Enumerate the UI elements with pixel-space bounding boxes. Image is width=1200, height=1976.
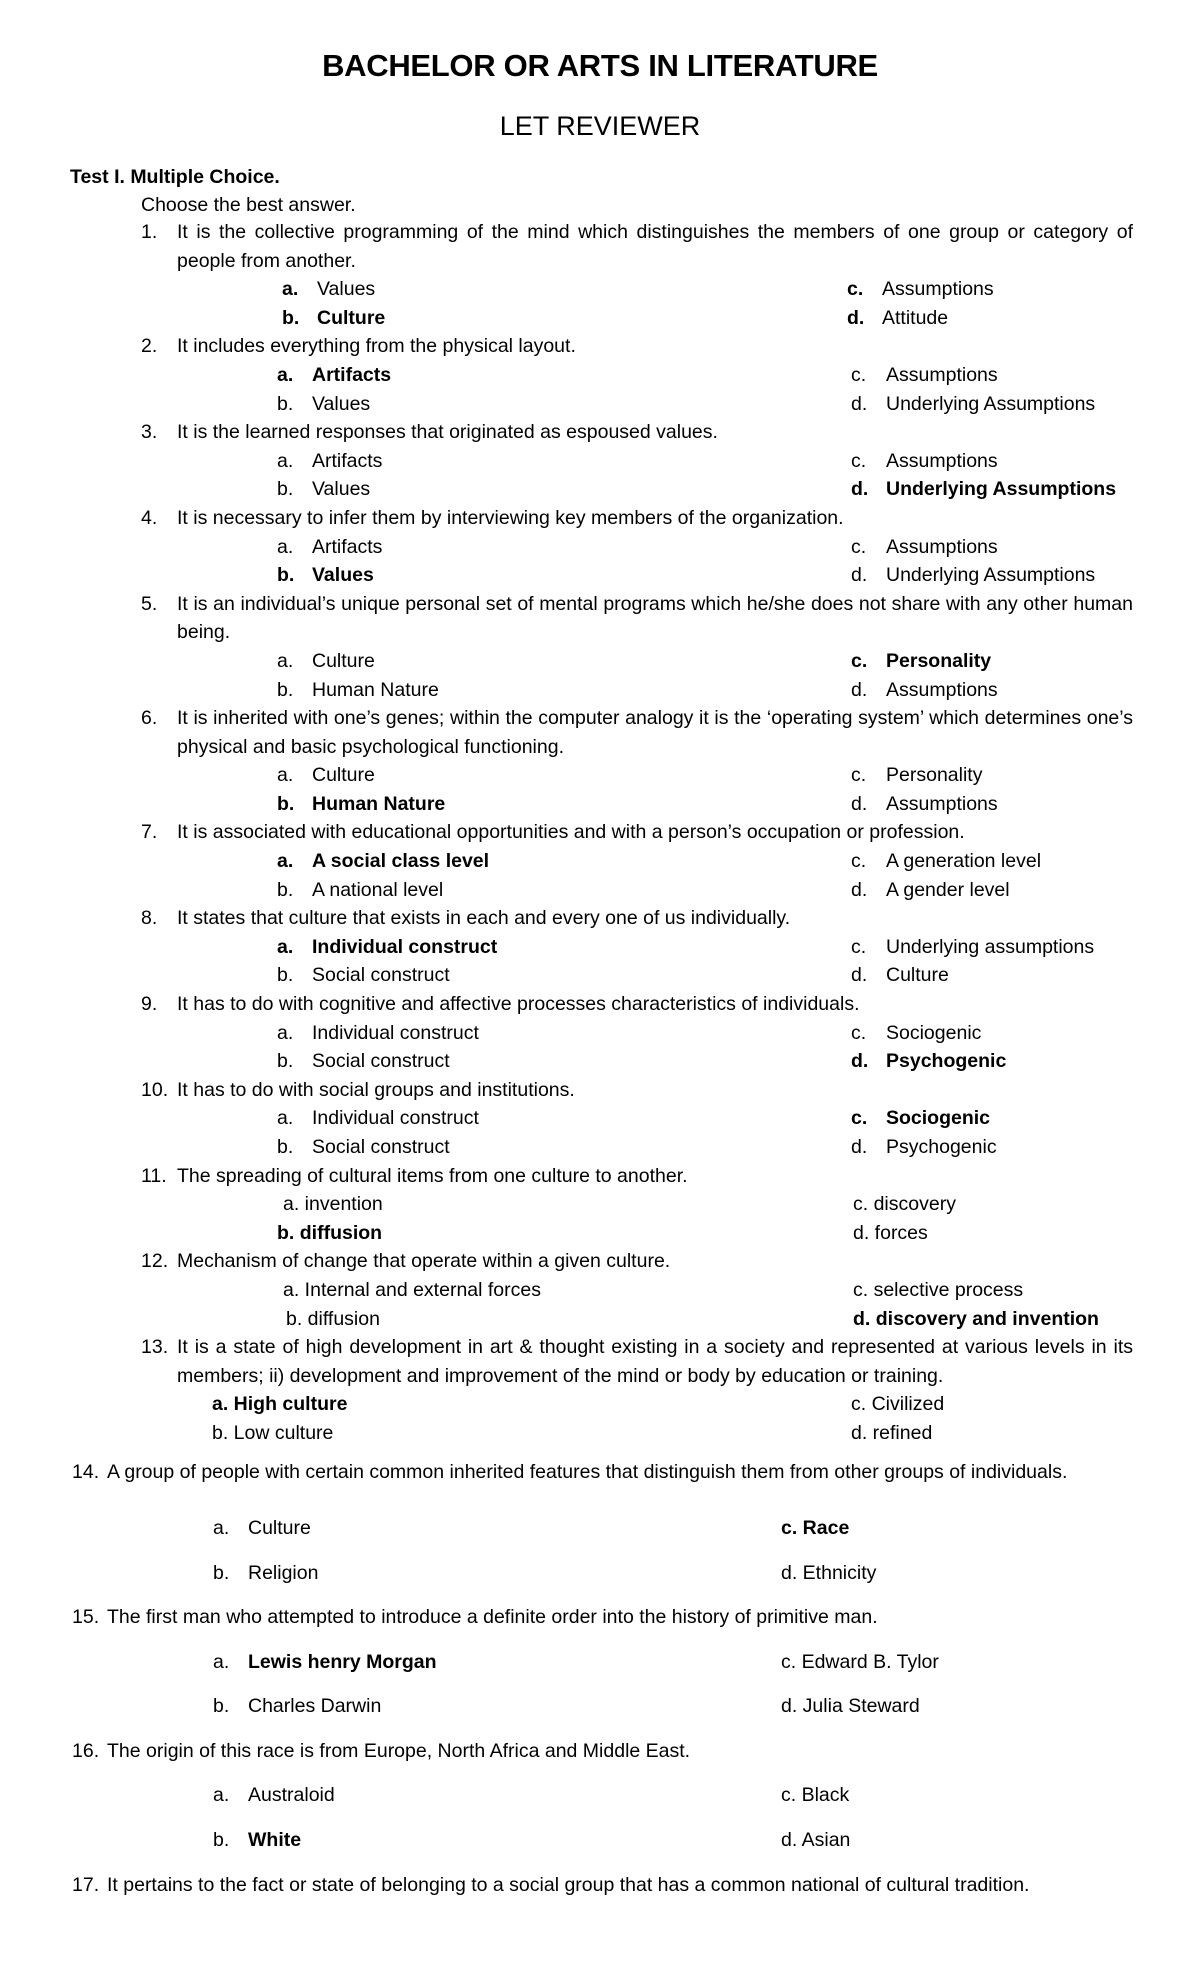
question-stem: It has to do with social groups and institutions. (177, 1078, 575, 1101)
option-d: d. Ethnicity (781, 1562, 877, 1584)
question-17 (0, 1871, 1200, 1900)
option-c: c. A generation level (851, 850, 1042, 873)
option-a: a. A social class level (277, 850, 490, 873)
option-c: c. Civilized (851, 1393, 945, 1416)
option-c: c. selective process (853, 1278, 1024, 1301)
option-d: d. Psychogenic (851, 1050, 1007, 1073)
option-b: b. Human Nature (277, 792, 446, 815)
question-stem: It includes everything from the physical layout. (177, 335, 576, 358)
question-stem: The spreading of cultural items from one culture to another. (177, 1164, 688, 1187)
option-b: b. White (213, 1829, 302, 1851)
question-number: 17. (72, 1874, 100, 1896)
question-stem: It is inherited with one’s genes; within the computer analogy it is the ‘operating system’ which determines one’s physical and basic psychological functioning. (177, 707, 1133, 758)
option-d: d. Underlying Assumptions (851, 392, 1096, 415)
option-d: d. Julia Steward (781, 1695, 920, 1717)
question-number: 4. (141, 506, 158, 529)
option-a: a. Internal and external forces (283, 1278, 541, 1301)
question-stem: It is an individual’s unique personal set of mental programs which he/she does not share with any other human being. (177, 592, 1133, 644)
question-number: 16. (72, 1740, 100, 1762)
question-number: 11. (141, 1164, 167, 1187)
option-c: c. Race (781, 1517, 850, 1539)
option-d: d. forces (853, 1221, 928, 1244)
option-d: d. Assumptions (851, 792, 998, 815)
questions-part-a (0, 218, 1200, 1448)
option-c: c. Personality (851, 764, 983, 787)
option-a: a. Lewis henry Morgan (213, 1651, 437, 1673)
option-b: b. Social construct (277, 964, 450, 987)
question-14 (0, 1458, 1200, 1487)
document-subtitle: LET REVIEWER (499, 111, 701, 141)
question-number: 10. (141, 1078, 169, 1101)
question-number: 3. (141, 421, 158, 444)
option-b: b. Values (277, 478, 371, 501)
question-number: 13. (141, 1336, 169, 1359)
option-a: a. Culture (277, 764, 375, 787)
option-b: b. diffusion (286, 1307, 380, 1330)
option-b: b. A national level (277, 878, 444, 901)
option-a: a. Culture (277, 649, 375, 672)
option-b: b. Charles Darwin (213, 1695, 382, 1717)
question-stem: Mechanism of change that operate within a given culture. (177, 1250, 671, 1273)
option-b: b. Values (277, 392, 371, 415)
option-c: c. Personality (851, 649, 992, 672)
question-number: 1. (141, 221, 158, 243)
option-d: d. Underlying Assumptions (851, 478, 1117, 501)
option-a: a. Artifacts (277, 535, 383, 558)
option-d: d. discovery and invention (853, 1307, 1099, 1330)
question-13 (0, 1333, 1200, 1447)
option-d: d. Assumptions (851, 678, 998, 701)
document-title: BACHELOR OR ARTS IN LITERATURE (322, 48, 878, 83)
question-4 (0, 504, 1200, 590)
option-c: c. Underlying assumptions (851, 935, 1095, 958)
option-a: a. Artifacts (277, 363, 392, 386)
option-a: a. Culture (213, 1517, 311, 1539)
question-stem: It has to do with cognitive and affective processes characteristics of individuals. (177, 993, 860, 1016)
question-6 (0, 704, 1200, 818)
question-stem: The origin of this race is from Europe, North Africa and Middle East. (107, 1740, 691, 1762)
question-5 (0, 590, 1200, 704)
question-9 (0, 990, 1200, 1076)
question-number: 9. (141, 993, 158, 1016)
question-8 (0, 904, 1200, 990)
option-b: b. Culture (282, 306, 386, 329)
question-stem: It is associated with educational opportunities and with a person’s occupation or profession. (177, 821, 965, 844)
question-15 (0, 1603, 1200, 1632)
option-d: d. Asian (781, 1829, 851, 1851)
test-heading: Test I. Multiple Choice. (70, 166, 280, 188)
question-number: 14. (72, 1461, 100, 1483)
option-a: a. Australoid (213, 1784, 335, 1806)
option-d: d. A gender level (851, 878, 1010, 901)
question-stem: It is the learned responses that originated as espoused values. (177, 421, 718, 444)
option-d: d. Psychogenic (851, 1136, 997, 1158)
option-c: c. Edward B. Tylor (781, 1651, 939, 1673)
option-b: b. Values (277, 564, 374, 587)
option-c: c. Sociogenic (851, 1021, 982, 1044)
option-c: c. Sociogenic (851, 1107, 991, 1130)
question-10 (0, 1076, 1200, 1162)
option-c: c. Black (781, 1784, 850, 1806)
question-number: 7. (141, 821, 158, 844)
question-number: 8. (141, 907, 158, 930)
option-d: d. refined (851, 1421, 933, 1444)
question-stem: It is a state of high development in art & thought existing in a society and represented at various levels in its members; ii) development and improvement of the mind or body by education or training. (177, 1336, 1133, 1387)
option-a: a. Values (282, 278, 376, 301)
option-c: c. discovery (853, 1193, 956, 1216)
question-7 (0, 818, 1200, 904)
option-b: b. diffusion (277, 1221, 383, 1244)
option-d: d. Underlying Assumptions (851, 564, 1096, 587)
question-stem: It states that culture that exists in each and every one of us individually. (177, 907, 791, 930)
question-stem: The first man who attempted to introduce a definite order into the history of primitive man. (107, 1606, 878, 1628)
option-c: c. Assumptions (847, 278, 994, 301)
question-number: 6. (141, 707, 158, 730)
question-3 (0, 418, 1200, 504)
question-stem: It is the collective programming of the mind which distinguishes the members of one group or category of people from another. (177, 221, 1133, 272)
option-d: d. Attitude (847, 306, 949, 329)
option-d: d. Culture (851, 964, 949, 987)
option-a: a. invention (283, 1193, 383, 1216)
option-a: a. Individual construct (277, 935, 498, 958)
test-instruction: Choose the best answer. (141, 194, 356, 216)
question-16 (0, 1737, 1200, 1766)
option-b: b. Human Nature (277, 678, 439, 701)
option-b: b. Religion (213, 1562, 319, 1584)
option-c: c. Assumptions (851, 449, 998, 472)
question-11 (0, 1162, 1200, 1248)
option-b: b. Social construct (277, 1136, 450, 1158)
question-number: 12. (141, 1250, 169, 1273)
option-b: b. Low culture (212, 1421, 334, 1444)
option-c: c. Assumptions (851, 363, 998, 386)
question-stem: It pertains to the fact or state of belonging to a social group that has a common national of cultural tradition. (107, 1874, 1030, 1896)
option-a: a. Individual construct (277, 1021, 479, 1044)
option-c: c. Assumptions (851, 535, 998, 558)
option-a: a. Artifacts (277, 449, 383, 472)
option-a: a. Individual construct (277, 1107, 479, 1130)
option-b: b. Social construct (277, 1050, 450, 1073)
question-number: 2. (141, 335, 158, 358)
question-stem: A group of people with certain common inherited features that distinguish them from other groups of individuals. (107, 1461, 1068, 1483)
question-number: 15. (72, 1606, 100, 1628)
question-2 (0, 332, 1200, 418)
question-1 (0, 218, 1200, 332)
option-a: a. High culture (212, 1393, 348, 1416)
question-number: 5. (141, 592, 158, 615)
question-stem: It is necessary to infer them by interviewing key members of the organization. (177, 506, 844, 529)
question-12 (0, 1247, 1200, 1333)
